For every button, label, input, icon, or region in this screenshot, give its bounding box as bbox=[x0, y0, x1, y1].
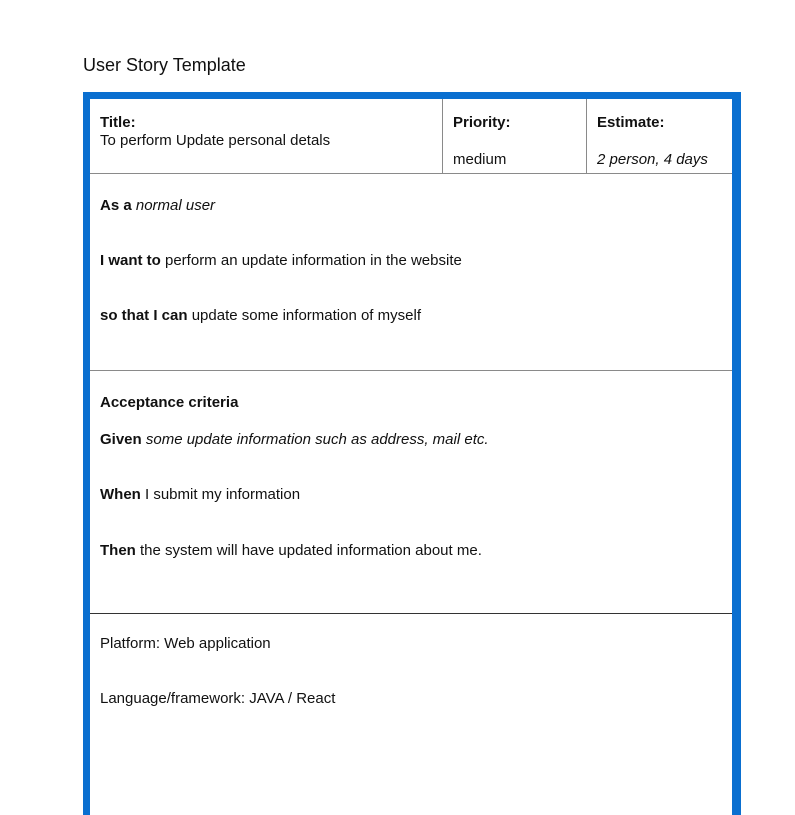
user-story-card-frame bbox=[83, 92, 741, 815]
so-that-value: update some information of myself bbox=[191, 307, 421, 324]
when-value: I submit my information bbox=[145, 486, 301, 503]
then-label: Then bbox=[100, 542, 136, 559]
estimate-value: 2 person, 4 days bbox=[597, 151, 708, 168]
acceptance-heading: Acceptance criteria bbox=[100, 394, 239, 411]
i-want-value: perform an update information in the website bbox=[165, 252, 462, 269]
title-cell bbox=[90, 99, 443, 174]
as-a-line bbox=[100, 197, 215, 215]
platform-text: Platform: Web application bbox=[100, 635, 271, 652]
priority-cell bbox=[443, 99, 587, 174]
header-row bbox=[90, 99, 732, 174]
i-want-line bbox=[100, 252, 462, 270]
story-row bbox=[90, 174, 732, 371]
given-line bbox=[100, 431, 489, 449]
document-heading: User Story Template bbox=[83, 55, 246, 75]
when-line bbox=[100, 486, 300, 504]
i-want-label: I want to bbox=[100, 252, 161, 269]
then-value: the system will have updated information about me. bbox=[140, 542, 482, 559]
then-line bbox=[100, 542, 482, 560]
given-label: Given bbox=[100, 431, 142, 448]
language-framework-text: Language/framework: JAVA / React bbox=[100, 690, 336, 707]
title-value: To perform Update personal detals bbox=[100, 132, 331, 149]
estimate-label: Estimate: bbox=[597, 114, 665, 131]
as-a-value: normal user bbox=[135, 197, 216, 214]
as-a-label: As a bbox=[100, 197, 132, 214]
so-that-label: so that I can bbox=[100, 307, 188, 324]
estimate-cell bbox=[587, 99, 732, 174]
user-story-card bbox=[90, 99, 732, 815]
so-that-line bbox=[100, 307, 421, 325]
acceptance-row bbox=[90, 371, 732, 614]
priority-value: medium bbox=[453, 151, 507, 168]
priority-label: Priority: bbox=[453, 114, 511, 131]
given-value: some update information such as address, mail etc. bbox=[145, 431, 489, 448]
technical-row bbox=[90, 614, 732, 815]
title-label: Title: bbox=[100, 114, 136, 131]
when-label: When bbox=[100, 486, 141, 503]
